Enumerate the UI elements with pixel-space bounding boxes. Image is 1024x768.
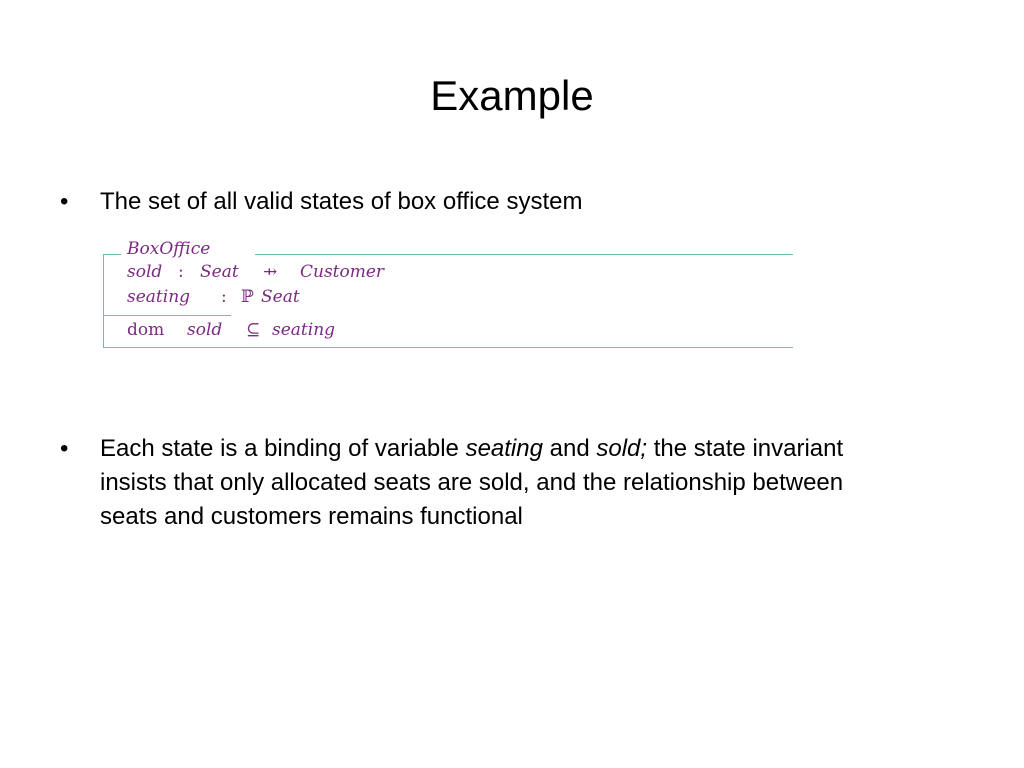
decl-sold-colon: : [178,262,184,282]
subset-icon: ⊆ [246,320,261,340]
decl-sold-range: Customer [300,262,385,282]
bullet-marker: • [60,188,69,215]
decl-sold-domain: Seat [200,262,239,282]
decl-seating-type: Seat [261,287,300,307]
predicate-set: seating [272,320,336,340]
emphasis-sold: sold; [596,435,648,462]
decl-seating-var: seating [127,287,191,307]
z-schema-box [103,238,793,348]
bullet-item-1 [60,185,890,219]
schema-top-left-rule [103,254,121,255]
powerset-icon: ℙ [241,287,254,307]
decl-sold-var: sold [127,262,163,282]
emphasis-seating: seating [465,435,543,462]
slide-title: Example [430,72,594,119]
text-run: Each state is a binding of variable [100,435,466,462]
schema-left-rule [103,254,104,348]
decl-seating-colon: : [221,287,227,307]
bullet-item-2 [60,432,890,534]
bullet-text [100,432,890,534]
predicate-dom: dom [127,320,165,340]
bullet-marker: • [60,435,69,462]
schema-divider [103,315,231,316]
schema-name: BoxOffice [127,239,211,259]
bullet-text: The set of all valid states of box office system [100,188,583,215]
text-run: and [542,435,597,462]
predicate-var: sold [187,320,223,340]
schema-bottom-rule [103,347,793,348]
schema-top-rule [255,254,793,255]
partial-function-arrow-icon: ⇸ [263,262,278,282]
text-run: the state invariant insists that only allocated seats are sold, and the relationship between seats and customers remains functional [100,435,844,530]
